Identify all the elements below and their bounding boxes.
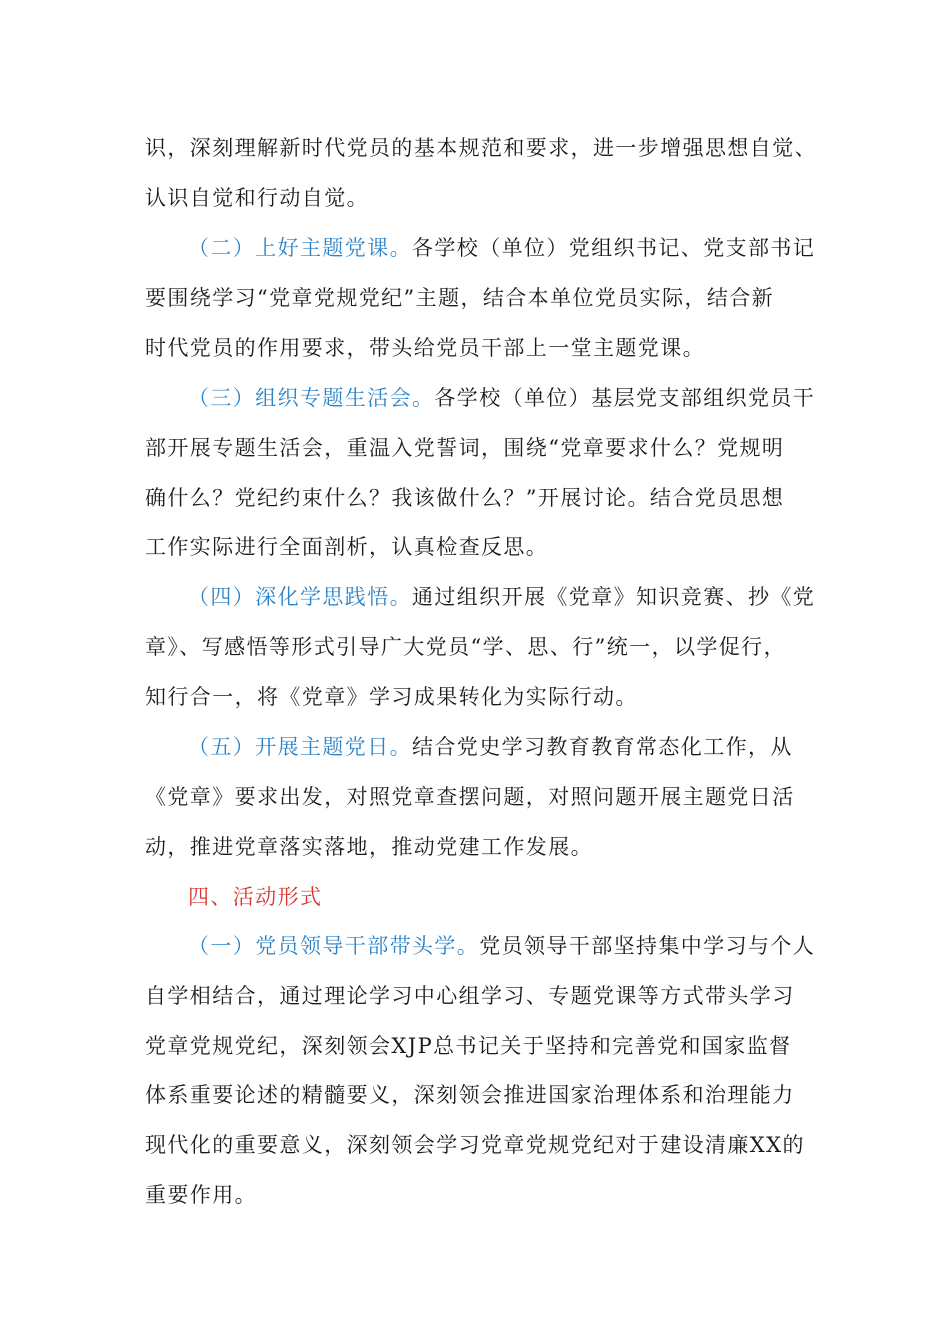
text-line	[145, 922, 816, 972]
text-line: 自学相结合，通过理论学习中心组学习、专题党课等方式带头学习	[145, 983, 795, 1008]
text-segment: 各学校（单位）党组织书记、党支部书记	[412, 236, 816, 260]
text-line: 工作实际进行全面剖析，认真检查反思。	[145, 535, 549, 560]
text-line: 现代化的重要意义，深刻领会学习党章党规党纪对于建设清廉XX的	[145, 1133, 805, 1158]
paragraph-life-meeting	[145, 374, 816, 573]
text-line: 党章党规党纪，深刻领会XJP总书记关于坚持和完善党和国家监督	[145, 1033, 792, 1058]
text-line: 时代党员的作用要求，带头给党员干部上一堂主题党课。	[145, 335, 705, 360]
paragraph-party-day	[145, 723, 807, 872]
text-line: 体系重要论述的精髓要义，深刻领会推进国家治理体系和治理能力	[145, 1083, 795, 1108]
section-title: 四、活动形式	[188, 885, 323, 909]
paragraph-study-practice	[145, 573, 816, 722]
paragraph-theme-lecture	[145, 224, 816, 373]
text-segment: 党员领导干部坚持集中学习与个人	[479, 934, 816, 958]
subheading: （二）上好主题党课。	[188, 236, 412, 260]
section-heading	[145, 873, 807, 923]
text-segment: 结合党史学习教育教育常态化工作，从	[412, 735, 793, 759]
text-line: 识，深刻理解新时代党员的基本规范和要求，进一步增强思想自觉、	[145, 136, 817, 160]
text-line: 章》、写感悟等形式引导广大党员“学、思、行”统一，以学促行，	[145, 634, 786, 659]
text-line: 确什么？党纪约束什么？我该做什么？”开展讨论。结合党员思想	[145, 485, 785, 510]
subheading: （一）党员领导干部带头学。	[188, 934, 480, 958]
paragraph-continuation	[145, 124, 817, 224]
text-line: 《党章》要求出发，对照党章查摆问题，对照问题开展主题党日活	[145, 784, 795, 809]
text-line	[145, 723, 807, 773]
text-segment: 各学校（单位）基层党支部组织党员干	[434, 386, 816, 410]
text-line: 认识自觉和行动自觉。	[145, 185, 369, 210]
text-line: 部开展专题生活会，重温入党誓词，围绕“党章要求什么？党规明	[145, 435, 785, 460]
text-line	[145, 374, 816, 424]
text-line: 知行合一，将《党章》学习成果转化为实际行动。	[145, 684, 638, 709]
text-line: 要围绕学习“党章党规党纪”主题，结合本单位党员实际，结合新	[145, 285, 775, 310]
text-line: 动，推进党章落实落地，推动党建工作发展。	[145, 834, 593, 859]
text-line	[145, 573, 816, 623]
subheading: （五）开展主题党日。	[188, 735, 412, 759]
subheading: （三）组织专题生活会。	[188, 386, 435, 410]
paragraph-leaders-study	[145, 922, 816, 1221]
text-line: 重要作用。	[145, 1182, 257, 1207]
text-segment: 通过组织开展《党章》知识竞赛、抄《党	[412, 585, 816, 609]
subheading: （四）深化学思践悟。	[188, 585, 412, 609]
text-line	[145, 224, 816, 274]
